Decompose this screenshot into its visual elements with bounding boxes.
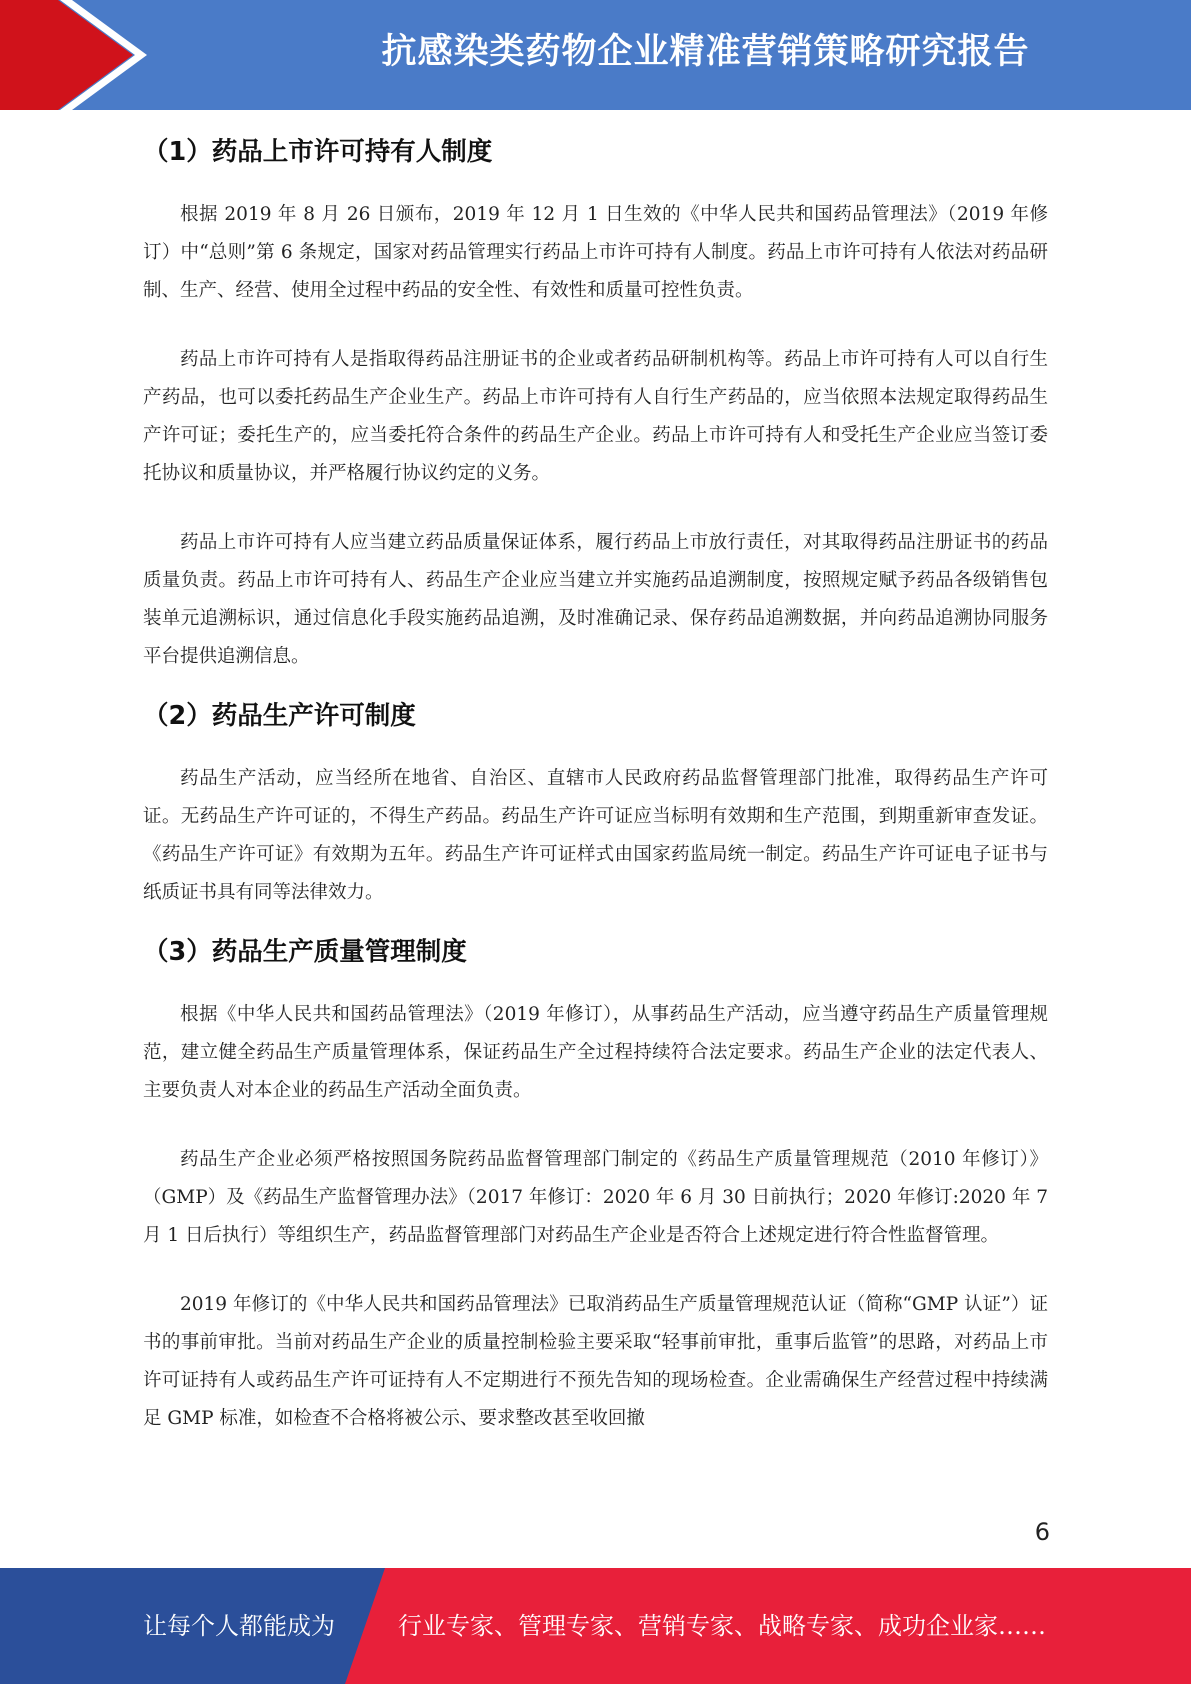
paragraph: 2019 年修订的《中华人民共和国药品管理法》已取消药品生产质量管理规范认证（简称“GMP 认证”）证书的事前审批。当前对药品生产企业的质量控制检验主要采取“轻事前审批，重事后监管”的思路，对药品上市许可证持有人或药品生产许可证持有人不定期进行不预先告知的现场检查。企业需确保生产经营过程中持续满足 GMP 标准，如检查不合格将被公示、要求整改甚至收回撤 (143, 1294, 1048, 1429)
paragraph: 根据《中华人民共和国药品管理法》（2019 年修订），从事药品生产活动，应当遵守药品生产质量管理规范，建立健全药品生产质量管理体系，保证药品生产全过程持续符合法定要求。药品生产企业的法定代表人、主要负责人对本企业的药品生产活动全面负责。 (143, 1004, 1048, 1101)
report-title: 抗感染类药物企业精准营销策略研究报告 (381, 32, 1030, 72)
section-title-1: （1）药品上市许可持有人制度 (143, 137, 493, 167)
footer-slogan-left: 让每个人都能成为 (143, 1612, 335, 1640)
footer-slogan-right: 行业专家、管理专家、营销专家、战略专家、成功企业家…… (398, 1612, 1046, 1640)
header-chevron-decoration (0, 0, 150, 110)
paragraph: 根据 2019 年 8 月 26 日颁布，2019 年 12 月 1 日生效的《中华人民共和国药品管理法》（2019 年修订）中“总则”第 6 条规定，国家对药品管理实行药品上市许可持有人制度。药品上市许可持有人依法对药品研制、生产、经营、使用全过程中药品的安全性、有效性和质量可控性负责。 (143, 204, 1048, 301)
page-number: 6 (1034, 1518, 1050, 1546)
section-title-3: （3）药品生产质量管理制度 (143, 937, 467, 967)
page-footer (0, 1568, 1191, 1684)
paragraph: 药品上市许可持有人应当建立药品质量保证体系，履行药品上市放行责任，对其取得药品注册证书的药品质量负责。药品上市许可持有人、药品生产企业应当建立并实施药品追溯制度，按照规定赋予药品各级销售包装单元追溯标识，通过信息化手段实施药品追溯，及时准确记录、保存药品追溯数据，并向药品追溯协同服务平台提供追溯信息。 (143, 532, 1048, 667)
paragraph: 药品上市许可持有人是指取得药品注册证书的企业或者药品研制机构等。药品上市许可持有人可以自行生产药品，也可以委托药品生产企业生产。药品上市许可持有人自行生产药品的，应当依照本法规定取得药品生产许可证；委托生产的，应当委托符合条件的药品生产企业。药品上市许可持有人和受托生产企业应当签订委托协议和质量协议，并严格履行协议约定的义务。 (143, 349, 1048, 484)
page-content (143, 122, 1048, 1438)
section-title-2: （2）药品生产许可制度 (143, 701, 416, 731)
paragraph: 药品生产活动，应当经所在地省、自治区、直辖市人民政府药品监督管理部门批准，取得药品生产许可证。无药品生产许可证的，不得生产药品。药品生产许可证应当标明有效期和生产范围，到期重新审查发证。《药品生产许可证》有效期为五年。药品生产许可证样式由国家药监局统一制定。药品生产许可证电子证书与纸质证书具有同等法律效力。 (143, 768, 1048, 903)
page-header (0, 0, 1191, 110)
paragraph: 药品生产企业必须严格按照国务院药品监督管理部门制定的《药品生产质量管理规范（2010 年修订）》（GMP）及《药品生产监督管理办法》（2017 年修订：2020 年 6 月 30 日前执行；2020 年修订:2020 年 7 月 1 日后执行）等组织生产，药品监督管理部门对药品生产企业是否符合上述规定进行符合性监督管理。 (143, 1149, 1048, 1246)
